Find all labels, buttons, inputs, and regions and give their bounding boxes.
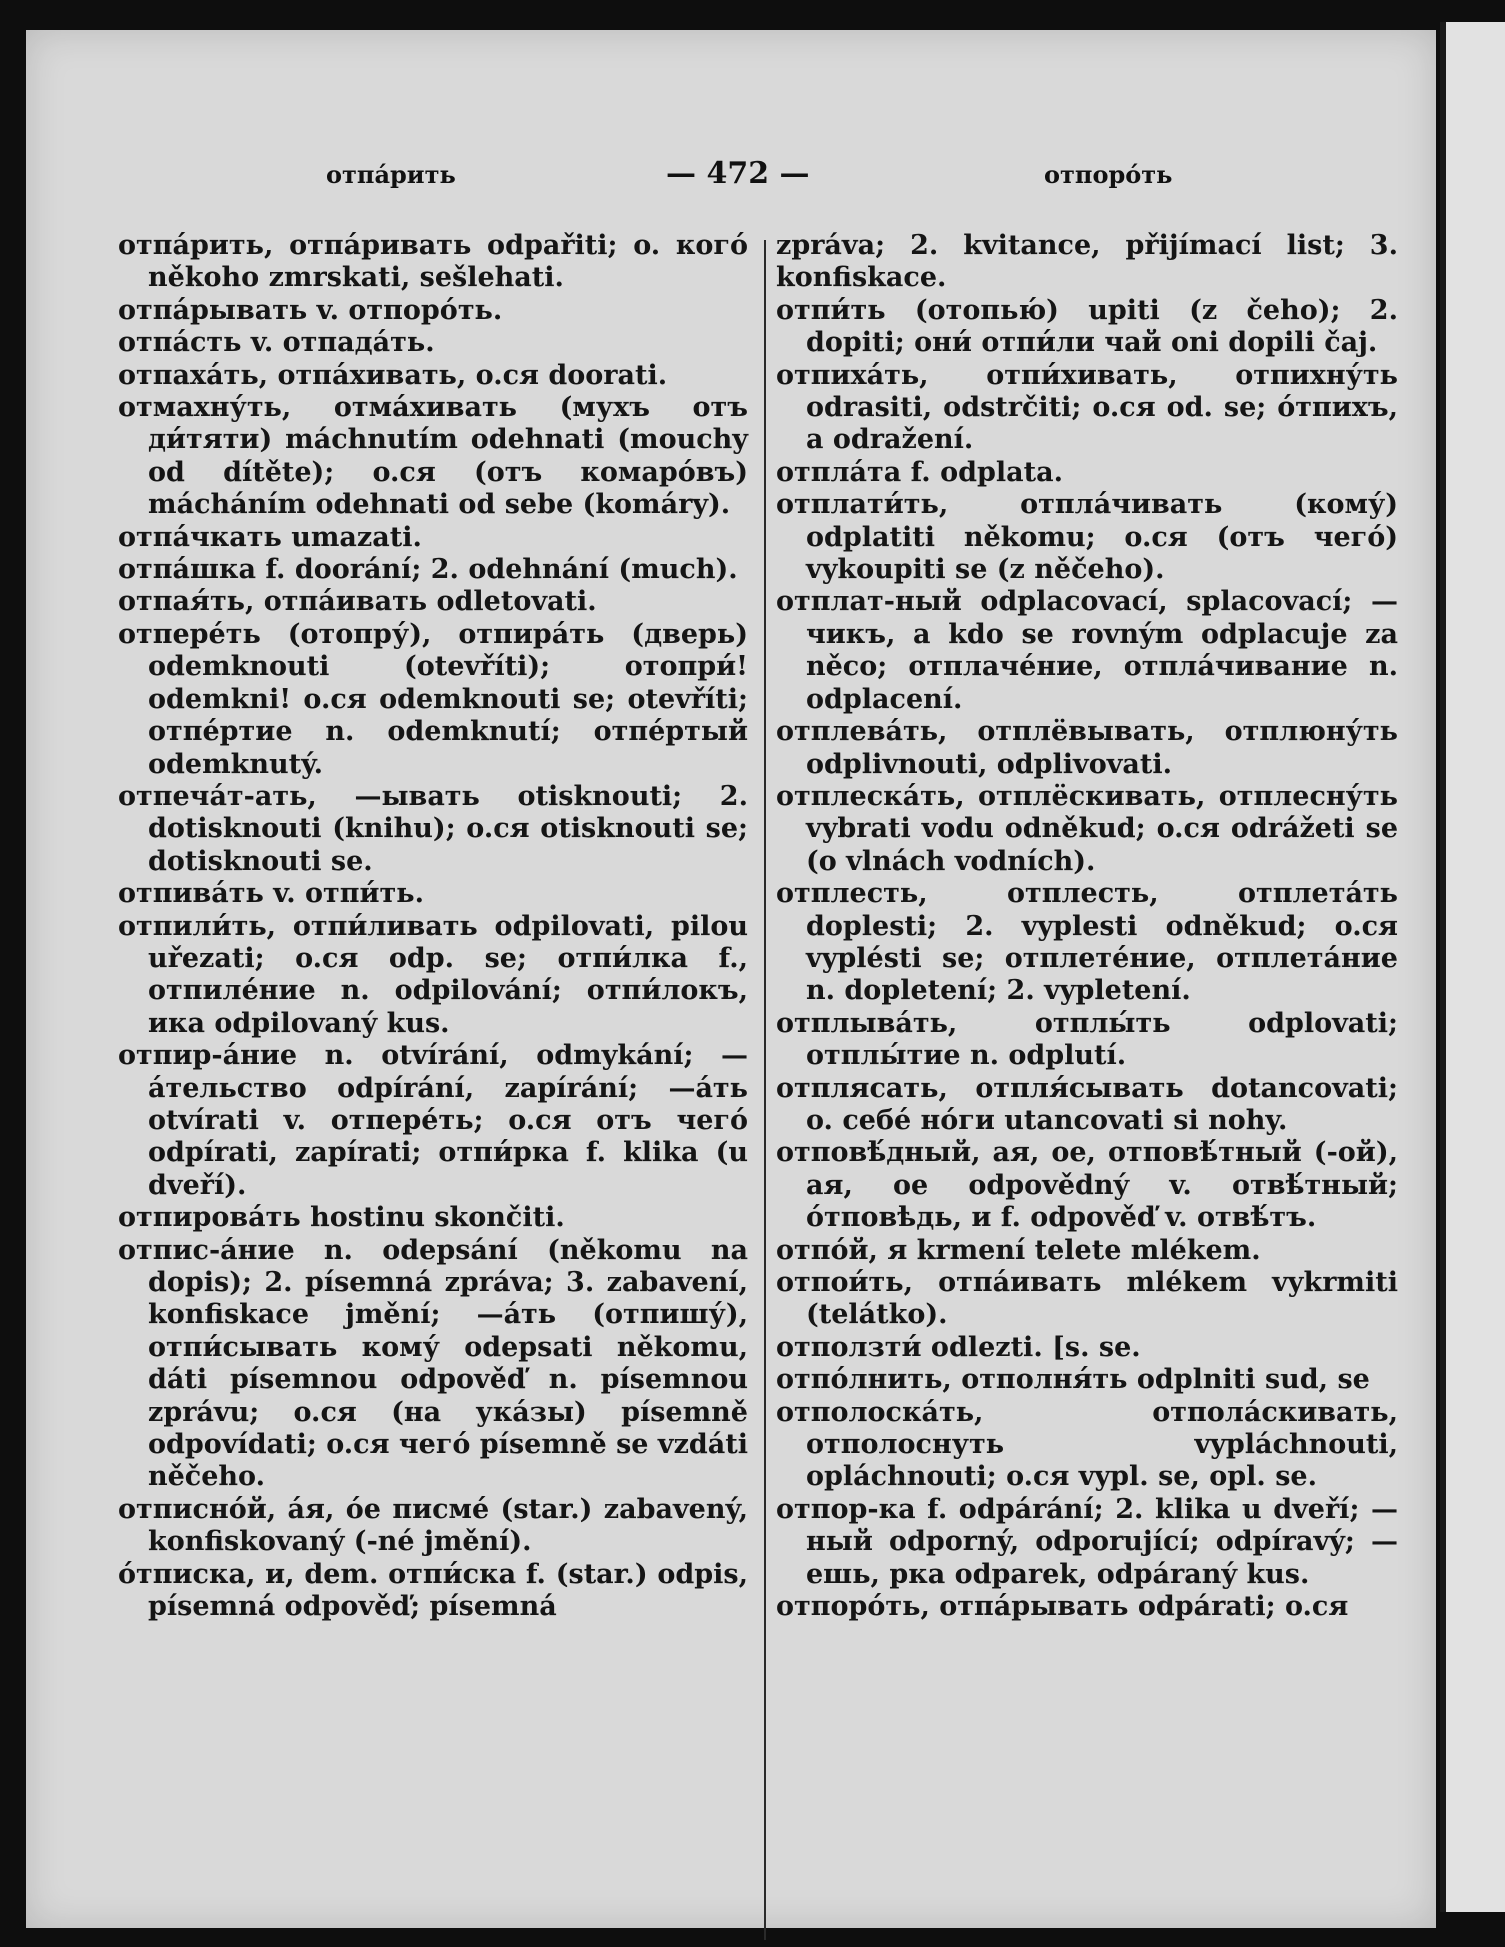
dictionary-entry: отпис-а́ние n. odepsání (někomu na dopis); 2. písemná zpráva; 3. zabavení, konfiskace jmění; —а́ть (отпишу́), отпи́сывать кому́ odepsati někomu, dáti písemnou odpověď n. písemnou zprávu; o.ся (на ука́зы) písemně odpovídati; o.ся чего́ písemně se vzdáti něčeho. bbox=[118, 1234, 748, 1493]
dictionary-entry: отпа́рывать v. отпоро́ть. bbox=[118, 294, 503, 326]
dictionary-entry: отпая́ть, отпа́ивать odletovati. bbox=[118, 586, 597, 618]
entry-tail-note: [s. se. bbox=[1052, 1331, 1141, 1363]
dictionary-entry: отпере́ть (отопру́), отпира́ть (дверь) odemknouti (otevříti); отопри́! odemkni! o.ся odemknouti se; otevříti; отпе́ртие n. odemknutí; отпе́ртый odemknutý. bbox=[118, 618, 748, 780]
dictionary-entry: отпор-ка f. odpárání; 2. klika u dveří; —ный odporný, odporující; odpíravý; —ешь, рка odparek, odpáraný kus. bbox=[776, 1493, 1398, 1590]
right-column bbox=[776, 230, 1398, 1623]
dictionary-entry: отмахну́ть, отма́хивать (мухъ отъ ди́тяти) máchnutím odehnati (mouchy od dítěte); o.ся (отъ комаро́въ) mácháním odehnati od sebe (komáry). bbox=[118, 392, 748, 521]
dictionary-entry: отпа́рить, отпа́ривать odpařiti; o. кого́ někoho zmrskati, sešlehati. bbox=[118, 230, 748, 294]
dictionary-entry: отплесть, отплесть, отплета́ть doplesti; 2. vyplesti odněkud; o.ся vyplésti se; отплете́ние, отплета́ние n. dopletení; 2. vypletení. bbox=[776, 878, 1398, 1007]
dictionary-entry: отпир-а́ние n. otvírání, odmykání; —а́тельство odpírání, zapírání; —а́ть otvírati v. отпере́ть; o.ся отъ чего́ odpírati, zapírati; отпи́рка f. klika (u dveří). bbox=[118, 1040, 748, 1201]
dictionary-entry: отпирова́ть hostinu skončiti. bbox=[118, 1202, 565, 1234]
page-number: — 472 — bbox=[666, 156, 810, 191]
dictionary-entry: отпо́лнить, отполня́ть odplniti sud, se bbox=[776, 1364, 1370, 1396]
dictionary-entry: отпи́ть (отопью́) upiti (z čeho); 2. dopiti; они́ отпи́ли чай oni dopili čaj. bbox=[776, 294, 1398, 359]
dictionary-page bbox=[26, 30, 1436, 1928]
dictionary-entry: отплат-ный odplacovací, splacovací; —чикъ, a kdo se rovným odplacuje za něco; отплаче́ние, отпла́чивание n. odplacení. bbox=[776, 586, 1398, 715]
column-divider bbox=[764, 240, 766, 1940]
dictionary-entry: отпои́ть, отпа́ивать mlékem vykrmiti (telátko). bbox=[776, 1267, 1398, 1331]
dictionary-entry: отпла́та f. odplata. bbox=[776, 456, 1063, 488]
entry-text: отползти́ odlezti. bbox=[776, 1331, 1043, 1363]
dictionary-entry: отпаха́ть, отпа́хивать, o.ся doorati. bbox=[118, 359, 668, 391]
dictionary-entry: отпиха́ть, отпи́хивать, отпихну́ть odrasiti, odstrčiti; o.ся od. se; о́тпихъ, a odražení. bbox=[776, 359, 1398, 456]
page-header bbox=[26, 156, 1436, 200]
dictionary-entry: о́тписка, и, dem. отпи́ска f. (star.) odpis, písemná odpověď; písemná bbox=[118, 1558, 748, 1623]
dictionary-entry: отполоска́ть, отпола́скивать, отполоснуть vypláchnouti, opláchnouti; o.ся vypl. se, opl. se. bbox=[776, 1396, 1398, 1493]
dictionary-entry bbox=[776, 1332, 1398, 1364]
dictionary-entry: отпеча́т-ать, —ывать otisknouti; 2. dotisknouti (knihu); o.ся otisknouti se; dotisknouti se. bbox=[118, 780, 748, 877]
dictionary-entry-continued: zpráva; 2. kvitance, přijímací list; 3. konfiskace. bbox=[776, 230, 1398, 294]
dictionary-entry: отпоро́ть, отпа́рывать odpárati; o.ся bbox=[776, 1591, 1349, 1623]
dictionary-entry: отплеска́ть, отплёскивать, отплесну́ть vybrati vodu odněkud; o.ся odrážeti se (o vlnách vodních). bbox=[776, 780, 1398, 877]
left-column bbox=[118, 230, 748, 1623]
dictionary-entry: отплыва́ть, отплы́ть odplovati; отплы́тие n. odplutí. bbox=[776, 1007, 1398, 1072]
dictionary-entry: отпа́чкать umazati. bbox=[118, 521, 422, 553]
dictionary-entry: отписно́й, а́я, о́е писме́ (star.) zabavený, konfiskovaný (-né jmění). bbox=[118, 1493, 748, 1558]
dictionary-entry: отплясать, отпля́сывать dotancovati; o. себе́ но́ги utancovati si nohy. bbox=[776, 1072, 1398, 1136]
dictionary-entry: отпо́й, я krmení telete mlékem. bbox=[776, 1234, 1261, 1266]
dictionary-entry: отплати́ть, отпла́чивать (кому́) odplatiti někomu; o.ся (отъ чего́) vykoupiti se (z něčeho). bbox=[776, 489, 1398, 586]
dictionary-entry: отповѣ́дный, ая, ое, отповѣ́тный (-ой), ая, ое odpovědný v. отвѣ́тный; о́тповѣдь, и f. odpověď v. отвѣ́тъ. bbox=[776, 1137, 1398, 1234]
dictionary-entry: отпа́шка f. doorání; 2. odehnání (much). bbox=[118, 554, 738, 586]
header-right-guide-word: отпоро́ть bbox=[1044, 160, 1173, 189]
dictionary-entry: отпили́ть, отпи́ливать odpilovati, pilou uřezati; o.ся odp. se; отпи́лка f., отпиле́ние n. odpilování; отпи́локъ, ика odpilovaný kus. bbox=[118, 910, 748, 1039]
header-left-guide-word: отпа́рить bbox=[326, 160, 456, 189]
dictionary-entry: отплева́ть, отплёвывать, отплюну́ть odplivnouti, odplivovati. bbox=[776, 716, 1398, 780]
dictionary-entry: отпива́ть v. отпи́ть. bbox=[118, 878, 424, 910]
dictionary-entry: отпа́сть v. отпада́ть. bbox=[118, 327, 435, 359]
adjacent-page-edge bbox=[1440, 22, 1505, 1912]
